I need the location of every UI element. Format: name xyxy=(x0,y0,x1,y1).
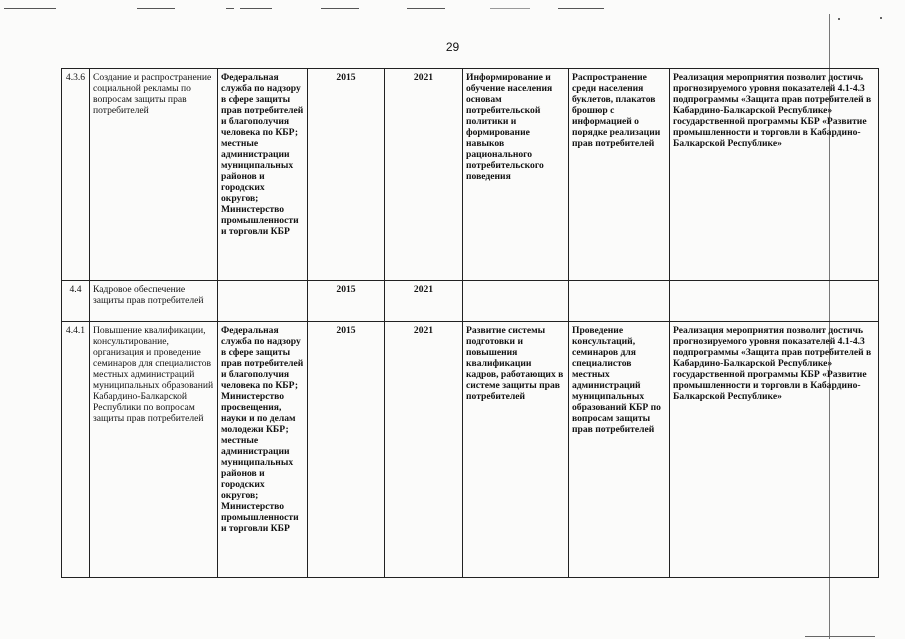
measure-name: Создание и распространение социальной рекламы по вопросам защиты прав потребителей xyxy=(90,69,218,281)
row-number: 4.4.1 xyxy=(62,322,90,578)
table-row xyxy=(62,322,879,578)
start-year: 2015 xyxy=(308,322,385,578)
row-number: 4.4 xyxy=(62,281,90,322)
start-year: 2015 xyxy=(308,281,385,322)
indicator-link: Реализация мероприятия позволит достичь прогнозируемого уровня показателей 4.1-4.3 подпрограммы «Защита прав потребителей в Кабардино-Балкарской Республике» государственной программы КБР «Развитие промышленности и торговли в Кабардино-Балкарской Республике» xyxy=(670,322,879,578)
executor xyxy=(218,281,308,322)
executor: Федеральная служба по надзору в сфере защиты прав потребителей и благополучия человека по КБР; местные администрации муниципальных районов и городских округов; Министерство промышленности и торговли КБР xyxy=(218,69,308,281)
measure-name: Повышение квалификации, консультирование, организация и проведение семинаров для специалистов местных администраций муниципальных образований Кабардино-Балкарской Республики по вопросам защиты прав потребителей xyxy=(90,322,218,578)
main-content: Проведение консультаций, семинаров для специалистов местных администраций муниципальных образований КБР по вопросам защиты прав потребителей xyxy=(569,322,670,578)
end-year: 2021 xyxy=(385,281,463,322)
scan-artifact-footer xyxy=(805,636,875,637)
scan-dot xyxy=(880,17,882,19)
indicator-link: Реализация мероприятия позволит достичь прогнозируемого уровня показателей 4.1-4.3 подпрограммы «Защита прав потребителей в Кабардино-Балкарской Республике» государственной программы КБР «Развитие промышленности и торговли в Кабардино-Балкарской Республике» xyxy=(670,69,879,281)
page-number: 29 xyxy=(445,40,460,54)
expected-result: Развитие системы подготовки и повышения квалификации кадров, работающих в системе защиты прав потребителей xyxy=(463,322,569,578)
end-year: 2021 xyxy=(385,322,463,578)
row-number: 4.3.6 xyxy=(62,69,90,281)
scan-dot xyxy=(838,18,840,20)
indicator-link xyxy=(670,281,879,322)
expected-result xyxy=(463,281,569,322)
scan-artifacts xyxy=(0,0,905,14)
table-row xyxy=(62,69,879,281)
main-content xyxy=(569,281,670,322)
table-row xyxy=(62,281,879,322)
program-measures-table xyxy=(61,68,879,578)
end-year: 2021 xyxy=(385,69,463,281)
executor: Федеральная служба по надзору в сфере защиты прав потребителей и благополучия человека по КБР; Министерство просвещения, науки и по делам молодежи КБР; местные администрации муниципальных районов и городских округов; Министерство промышленности и торговли КБР xyxy=(218,322,308,578)
expected-result: Информирование и обучение населения основам потребительской политики и формирование навыков рационального потребительского поведения xyxy=(463,69,569,281)
measure-name: Кадровое обеспечение защиты прав потребителей xyxy=(90,281,218,322)
main-content: Распространение среди населения буклетов, плакатов брошюр с информацией о порядке реализации прав потребителей xyxy=(569,69,670,281)
start-year: 2015 xyxy=(308,69,385,281)
